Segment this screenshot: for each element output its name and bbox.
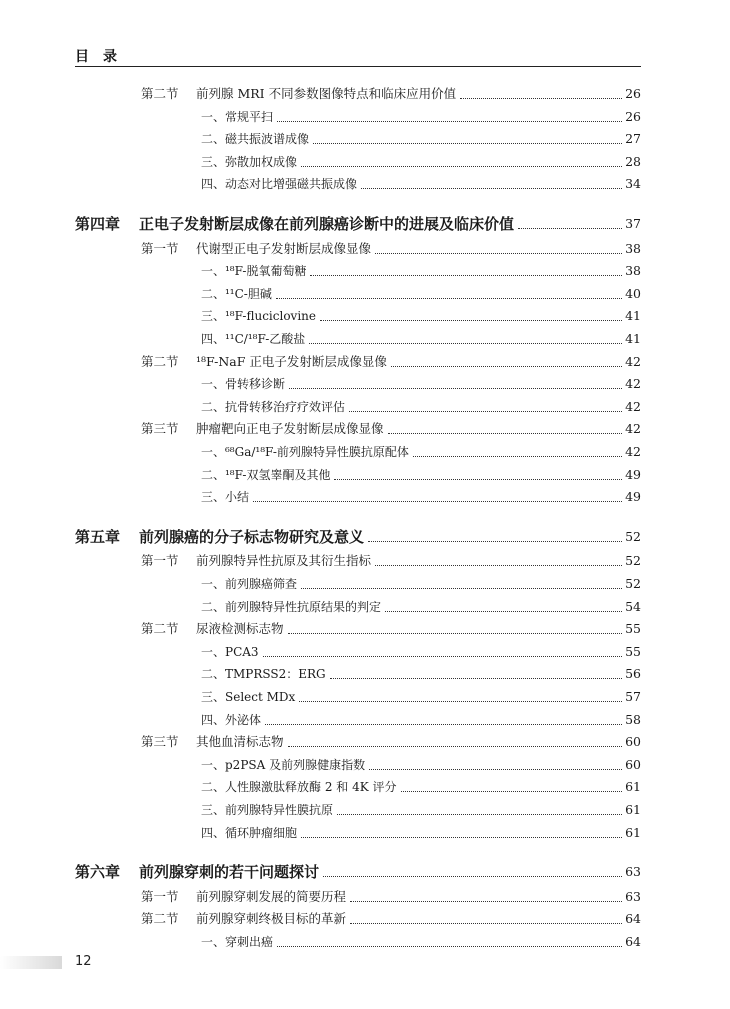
toc-page-number: 61 [625, 825, 641, 840]
toc-item-row [201, 465, 641, 485]
header-title: 目录 [75, 49, 131, 65]
toc-page-number: 26 [625, 109, 641, 124]
dot-leader [323, 875, 622, 877]
toc-item-row [201, 129, 641, 149]
toc-page-number: 41 [625, 331, 641, 346]
dot-leader [368, 540, 622, 542]
dot-leader [350, 900, 622, 902]
toc-entry-title: 前列腺穿刺的若干问题探讨 [139, 863, 320, 881]
toc-entry-title: 四、¹¹C/¹⁸F-乙酸盐 [201, 332, 306, 346]
toc-page-number: 37 [625, 216, 641, 231]
toc-entry-title: 二、¹¹C-胆碱 [201, 287, 272, 301]
toc-item-row [201, 687, 641, 707]
toc-entry-title: 前列腺特异性抗原及其衍生指标 [196, 553, 372, 568]
toc-section-row [141, 551, 641, 571]
toc-page-number: 61 [625, 802, 641, 817]
toc-entry-title: 代谢型正电子发射断层成像显像 [196, 241, 372, 256]
toc-entry-title: ¹⁸F-NaF 正电子发射断层成像显像 [196, 354, 387, 369]
dot-leader [334, 478, 622, 480]
dot-leader [277, 120, 622, 122]
toc-entry-title: 前列腺癌的分子标志物研究及意义 [139, 528, 365, 546]
dot-leader [263, 655, 623, 657]
toc-section-row [141, 887, 641, 907]
toc-item-row [201, 932, 641, 952]
toc-section-label: 第一节 [141, 553, 179, 568]
toc-section-row [141, 419, 641, 439]
toc-item-row [201, 777, 641, 797]
toc-item-row [201, 800, 641, 820]
toc-item-row [201, 823, 641, 843]
toc-page-number: 42 [625, 376, 641, 391]
toc-page-number: 54 [625, 599, 641, 614]
toc-entry-title: 四、外泌体 [201, 713, 262, 727]
toc-page-number: 60 [625, 734, 641, 749]
toc-item-row [201, 261, 641, 281]
dot-leader [253, 500, 622, 502]
toc-chapter-label: 第四章 [75, 215, 121, 233]
dot-leader [301, 587, 622, 589]
toc-section-label: 第二节 [141, 621, 179, 636]
toc-item-row [201, 442, 641, 462]
toc-section-label: 第一节 [141, 889, 179, 904]
dot-leader [518, 227, 622, 229]
dot-leader [265, 723, 622, 725]
toc-chapter-label: 第六章 [75, 863, 121, 881]
toc-item-row [201, 710, 641, 730]
dot-leader [288, 632, 623, 634]
toc-item-row [201, 397, 641, 417]
toc-page-number: 64 [625, 911, 641, 926]
dot-leader [349, 410, 622, 412]
toc-entry-title: 前列腺穿刺终极目标的革新 [196, 911, 347, 926]
toc-item-row [201, 642, 641, 662]
toc-page-number: 61 [625, 779, 641, 794]
page-number: 12 [75, 954, 92, 969]
toc-entry-title: 四、动态对比增强磁共振成像 [201, 177, 358, 191]
dot-leader [309, 342, 622, 344]
toc-item-row [201, 755, 641, 775]
toc-entry-title: 一、前列腺癌筛查 [201, 577, 298, 591]
toc-item-row [201, 597, 641, 617]
toc-entry-title: 二、人性腺激肽释放酶 2 和 4K 评分 [201, 780, 397, 794]
dot-leader [337, 813, 622, 815]
toc-page-number: 41 [625, 308, 641, 323]
dot-leader [301, 836, 622, 838]
toc-entry-title: 二、TMPRSS2：ERG [201, 667, 326, 681]
toc-page-number: 58 [625, 712, 641, 727]
toc-chapter-label: 第五章 [75, 528, 121, 546]
toc-page-number: 55 [625, 621, 641, 636]
toc-page-number: 49 [625, 467, 641, 482]
toc-entry-title: 前列腺穿刺发展的简要历程 [196, 889, 347, 904]
toc-chapter-row [75, 214, 641, 234]
dot-leader [313, 142, 622, 144]
toc-page-number: 49 [625, 489, 641, 504]
toc-section-label: 第一节 [141, 241, 179, 256]
toc-entry-title: 一、常规平扫 [201, 110, 274, 124]
dot-leader [320, 319, 622, 321]
toc-section-label: 第三节 [141, 734, 179, 749]
toc-page-number: 42 [625, 399, 641, 414]
toc-entry-title: 二、¹⁸F-双氢睾酮及其他 [201, 468, 331, 482]
toc-entry-title: 三、小结 [201, 490, 250, 504]
toc-entry-title: 三、Select MDx [201, 690, 296, 704]
toc-entry-title: 一、⁶⁸Ga/¹⁸F-前列腺特异性膜抗原配体 [201, 445, 409, 459]
toc-entry-title: 二、磁共振波谱成像 [201, 132, 310, 146]
dot-leader [277, 945, 622, 947]
toc-entry-title: 正电子发射断层成像在前列腺癌诊断中的进展及临床价值 [139, 215, 515, 233]
toc-section-row [141, 619, 641, 639]
toc-section-row [141, 84, 641, 104]
dot-leader [391, 365, 622, 367]
dot-leader [369, 768, 622, 770]
toc-section-label: 第二节 [141, 354, 179, 369]
dot-leader [276, 297, 622, 299]
toc-page-number: 57 [625, 689, 641, 704]
toc-entry-title: 一、骨转移诊断 [201, 377, 286, 391]
toc-page-number: 60 [625, 757, 641, 772]
dot-leader [301, 165, 622, 167]
toc-page-number: 42 [625, 354, 641, 369]
toc-page-number: 40 [625, 286, 641, 301]
toc-page-number: 27 [625, 131, 641, 146]
dot-leader [385, 610, 622, 612]
toc-page-number: 52 [625, 576, 641, 591]
toc-page-number: 34 [625, 176, 641, 191]
toc-section-label: 第二节 [141, 911, 179, 926]
toc-entry-title: 一、¹⁸F-脱氧葡萄糖 [201, 264, 307, 278]
toc-page-number: 64 [625, 934, 641, 949]
toc-page-number: 63 [625, 889, 641, 904]
toc-entry-title: 一、穿刺出癌 [201, 935, 274, 949]
toc-item-row [201, 329, 641, 349]
toc-page-number: 63 [625, 864, 641, 879]
toc-item-row [201, 664, 641, 684]
dot-leader [289, 387, 622, 389]
toc-entry-title: 尿液检测标志物 [196, 621, 284, 636]
toc-entry-title: 肿瘤靶向正电子发射断层成像显像 [196, 421, 384, 436]
dot-leader [299, 700, 622, 702]
dot-leader [361, 187, 622, 189]
toc-page-number: 55 [625, 644, 641, 659]
toc-entry-title: 四、循环肿瘤细胞 [201, 826, 298, 840]
toc-page-number: 42 [625, 421, 641, 436]
toc-page-number: 38 [625, 241, 641, 256]
dot-leader [460, 97, 622, 99]
toc-section-label: 第二节 [141, 86, 179, 101]
toc-entry-title: 三、前列腺特异性膜抗原 [201, 803, 334, 817]
toc-item-row [201, 107, 641, 127]
toc-section-row [141, 732, 641, 752]
toc-item-row [201, 306, 641, 326]
toc-page-number: 38 [625, 263, 641, 278]
toc-entry-title: 三、¹⁸F-fluciclovine [201, 309, 316, 323]
toc-item-row [201, 574, 641, 594]
toc-entry-title: 三、弥散加权成像 [201, 155, 298, 169]
dot-leader [310, 274, 622, 276]
toc-entry-title: 其他血清标志物 [196, 734, 284, 749]
dot-leader [375, 564, 622, 566]
toc-page-number: 42 [625, 444, 641, 459]
toc-section-row [141, 909, 641, 929]
dot-leader [330, 677, 622, 679]
toc-entry-title: 二、抗骨转移治疗疗效评估 [201, 400, 346, 414]
footer-gradient-bar [0, 956, 62, 969]
toc-item-row [201, 487, 641, 507]
toc-entry-title: 一、p2PSA 及前列腺健康指数 [201, 758, 366, 772]
toc-page-number: 56 [625, 666, 641, 681]
dot-leader [375, 252, 622, 254]
dot-leader [413, 455, 622, 457]
toc-page-number: 28 [625, 154, 641, 169]
dot-leader [388, 432, 623, 434]
toc-chapter-row [75, 527, 641, 547]
toc-section-label: 第三节 [141, 421, 179, 436]
toc-entry-title: 一、PCA3 [201, 645, 259, 659]
toc-item-row [201, 284, 641, 304]
dot-leader [288, 745, 623, 747]
toc-item-row [201, 174, 641, 194]
toc-section-row [141, 352, 641, 372]
toc-page-number: 52 [625, 553, 641, 568]
toc-chapter-row [75, 862, 641, 882]
toc-item-row [201, 374, 641, 394]
toc-item-row [201, 152, 641, 172]
toc-page-number: 26 [625, 86, 641, 101]
dot-leader [401, 790, 623, 792]
toc-entry-title: 二、前列腺特异性抗原结果的判定 [201, 600, 382, 614]
toc-page-number: 52 [625, 529, 641, 544]
toc-entry-title: 前列腺 MRI 不同参数图像特点和临床应用价值 [196, 86, 457, 101]
dot-leader [350, 922, 622, 924]
toc-section-row [141, 239, 641, 259]
